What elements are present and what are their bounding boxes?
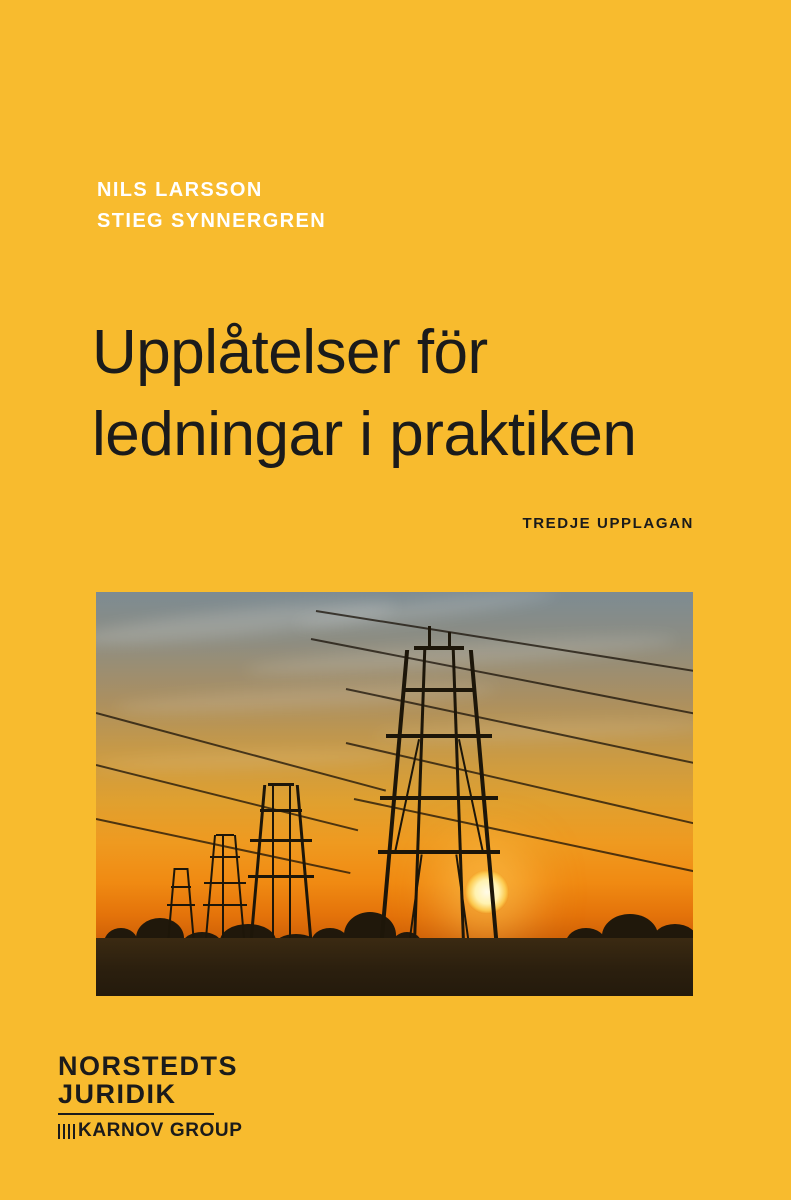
- publisher-group-label: KARNOV GROUP: [78, 1120, 243, 1142]
- transmission-tower-second: [252, 780, 310, 950]
- logo-divider: [58, 1113, 214, 1115]
- cover-photo: [96, 592, 693, 996]
- publisher-name-line-2: JURIDIK: [58, 1079, 177, 1110]
- author-list: [97, 175, 326, 237]
- book-title: [92, 312, 732, 476]
- foreground-ground: [96, 938, 693, 996]
- author-name-2: STIEG SYNNERGREN: [97, 210, 327, 232]
- bars-icon: [58, 1124, 75, 1139]
- title-line-1: Upplåtelser för: [92, 318, 488, 387]
- author-name-1: NILS LARSSON: [97, 179, 263, 201]
- edition-label: TREDJE UPPLAGAN: [522, 515, 694, 532]
- publisher-name-line-1: NORSTEDTS: [58, 1051, 239, 1081]
- transmission-tower-third: [206, 830, 244, 950]
- title-line-2: ledningar i praktiken: [92, 399, 637, 469]
- publisher-logo: [58, 1052, 243, 1142]
- publisher-group: [58, 1120, 243, 1142]
- transmission-tower-main: [384, 640, 494, 950]
